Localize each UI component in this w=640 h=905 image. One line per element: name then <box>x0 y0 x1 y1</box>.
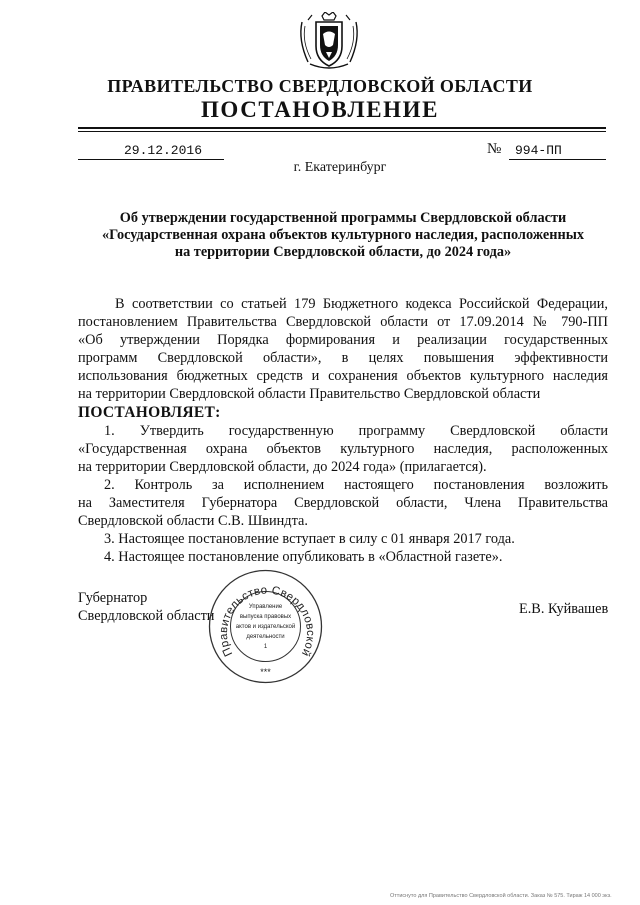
subject-line: на территории Свердловской области, до 2024 года» <box>174 244 512 260</box>
item-1-line: «Государственная охрана объектов культурного наследия, расположенных <box>78 440 608 457</box>
stamp-center-line: актов и издательской <box>235 624 296 630</box>
subject-line: Об утверждении государственной программы Свердловской области <box>119 210 567 226</box>
number-label: № <box>487 141 502 157</box>
preamble-line: постановлением Правительства Свердловской области от 17.09.2014 № 790-ПП <box>78 314 608 331</box>
preamble-line: на территории Свердловской области Правительство Свердловской области <box>78 386 541 403</box>
preamble-line: «Об утверждении Порядка формирования и реализации государственных <box>78 332 608 349</box>
item-1-line: 1. Утвердить государственную программу Свердловской области <box>104 422 608 439</box>
document-number: 994-ПП <box>509 143 606 160</box>
signatory-position <box>78 589 214 625</box>
position-line: Свердловской области <box>78 608 215 624</box>
subject-line: «Государственная охрана объектов культурного наследия, расположенных <box>101 227 585 243</box>
preamble-line: В соответствии со статьей 179 Бюджетного кодекса Российской Федерации, <box>115 296 608 312</box>
document-subject <box>78 210 608 261</box>
print-footer: Оттиснуто для Правительство Свердловской области. Заказ № 575. Тираж 14 000 экз. <box>390 893 612 899</box>
stamp-center-line: Управление <box>248 604 283 610</box>
position-line: Губернатор <box>78 590 148 606</box>
item-2-line: 2. Контроль за исполнением настоящего постановления возложить <box>104 476 608 493</box>
item-4: 4. Настоящее постановление опубликовать в «Областной газете». <box>104 549 503 566</box>
resolves-heading: ПОСТАНОВЛЯЕТ: <box>78 403 221 421</box>
item-3: 3. Настоящее постановление вступает в силу с 01 января 2017 года. <box>104 531 515 548</box>
signatory-name: Е.В. Куйвашев <box>519 601 609 617</box>
document-body <box>78 295 608 566</box>
stamp-ring-text: Правительство Свердловской <box>217 584 317 659</box>
preamble-line: использования бюджетных средств и сохранения объектов культурного наследия <box>78 368 608 385</box>
item-2-line: Свердловской области С.В. Швиндта. <box>78 513 308 530</box>
government-name: ПРАВИТЕЛЬСТВО СВЕРДЛОВСКОЙ ОБЛАСТИ <box>107 76 533 96</box>
stamp-center-line: 1 <box>263 644 268 650</box>
stamp-center-line: деятельности <box>246 634 285 640</box>
city-name: г. Екатеринбург <box>293 160 387 175</box>
document-date: 29.12.2016 <box>78 143 224 160</box>
stamp-center-line: выпуска правовых <box>239 614 292 620</box>
item-2-line: на Заместителя Губернатора Свердловской области, Члена Правительства <box>78 495 608 512</box>
item-1-line: на территории Свердловской области, до 2024 года» (прилагается). <box>78 458 487 475</box>
document-type-title: ПОСТАНОВЛЕНИЕ <box>200 97 440 122</box>
coat-of-arms-emblem <box>296 12 362 72</box>
official-stamp <box>207 568 324 685</box>
preamble-line: программ Свердловской области», в целях повышения эффективности <box>78 350 608 367</box>
stamp-stars: *** <box>260 667 271 677</box>
header-divider-thick <box>78 127 606 129</box>
header-divider-thin <box>78 131 606 132</box>
